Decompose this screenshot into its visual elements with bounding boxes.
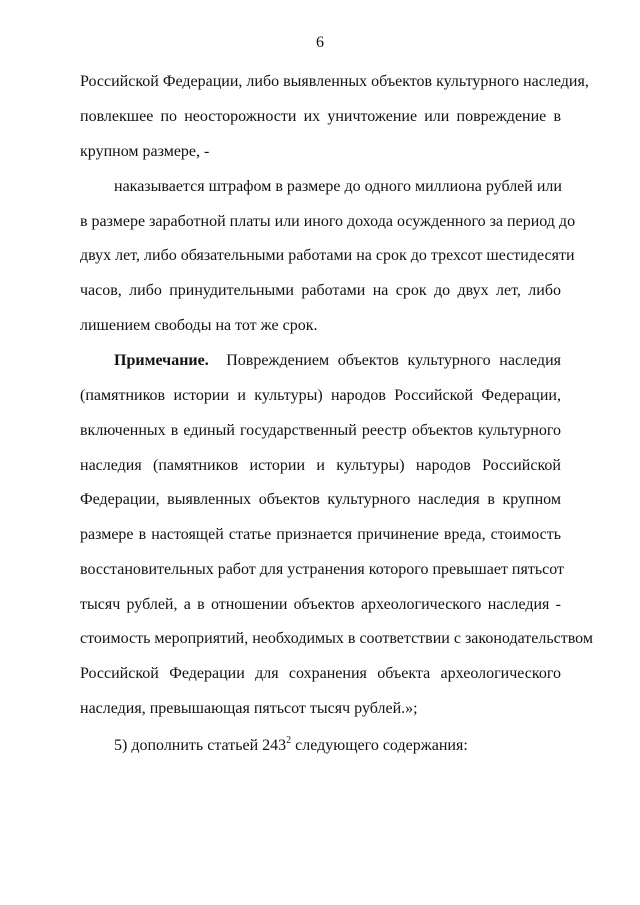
item-5-text-end: следующего содержания: — [291, 737, 468, 754]
text-line: наследия (памятников истории и культуры) народов Российской — [80, 457, 561, 474]
text-line: восстановительных работ для устранения которого превышает пятьсот — [80, 561, 565, 578]
text-line: крупном размере, - — [80, 143, 210, 160]
text-line: включенных в единый государственный реестр объектов культурного — [80, 422, 561, 439]
text-line: размере в настоящей статье признается причинение вреда, стоимость — [80, 526, 561, 543]
text-line: двух лет, либо обязательными работами на срок до трехсот шестидесяти — [80, 247, 575, 264]
note-first-line — [114, 351, 561, 371]
text-line: стоимость мероприятий, необходимых в соответствии с законодательством — [80, 630, 593, 647]
text-line: Федерации, выявленных объектов культурного наследия в крупном — [80, 491, 561, 508]
item-5-line — [114, 736, 561, 756]
text-line: повлекшее по неосторожности их уничтожение или повреждение в — [80, 108, 561, 125]
page-number: 6 — [316, 34, 324, 51]
text-line: наказывается штрафом в размере до одного миллиона рублей или — [114, 178, 562, 195]
note-first-line-text: Повреждением объектов культурного наследия — [226, 352, 561, 369]
text-line: наследия, превышающая пятьсот тысяч рублей.»; — [80, 700, 418, 717]
text-line: (памятников истории и культуры) народов Российской Федерации, — [80, 387, 561, 404]
text-line: лишением свободы на тот же срок. — [80, 317, 318, 334]
note-label: Примечание. — [114, 352, 209, 369]
article-superscript: 2 — [286, 735, 292, 746]
text-line: часов, либо принудительными работами на срок до двух лет, либо — [80, 282, 561, 299]
text-line: Российской Федерации, либо выявленных объектов культурного наследия, — [80, 73, 589, 90]
item-5-text: 5) дополнить статьей 243 — [114, 737, 287, 754]
text-line: в размере заработной платы или иного дохода осужденного за период до — [80, 213, 576, 230]
text-line: Российской Федерации для сохранения объекта археологического — [80, 665, 561, 682]
text-line: тысяч рублей, а в отношении объектов археологического наследия - — [80, 596, 561, 613]
